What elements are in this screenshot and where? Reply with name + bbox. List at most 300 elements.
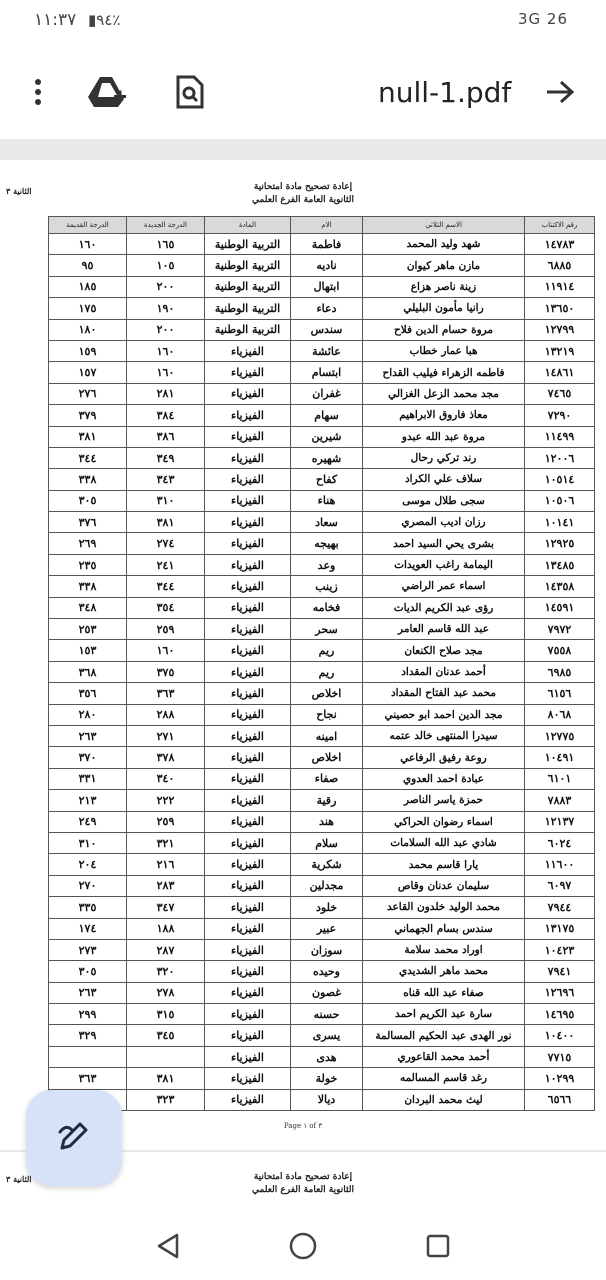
edit-fab[interactable] [26, 1090, 122, 1186]
table-cell: ١٤٧٨٣ [525, 234, 595, 255]
table-cell: الفيزياء [205, 1004, 291, 1025]
table-cell: مجد صلاح الكنعان [363, 640, 525, 661]
table-cell: ليث محمد البردان [363, 1089, 525, 1110]
table-cell: شيرين [291, 426, 363, 447]
table-cell: ٢٩٩ [49, 1004, 127, 1025]
table-cell: ١٢١٣٧ [525, 811, 595, 832]
table-cell: ناديه [291, 255, 363, 276]
table-cell: ٢٧٠ [49, 875, 127, 896]
table-row [49, 619, 595, 640]
document-title: null-1.pdf [378, 76, 512, 109]
table-cell: ٢٤١ [127, 554, 205, 575]
table-row [49, 768, 595, 789]
table-cell: الفيزياء [205, 576, 291, 597]
table-cell: ٣٧٦ [49, 512, 127, 533]
pdf-viewer[interactable] [0, 140, 606, 1210]
table-cell: هند [291, 811, 363, 832]
table-cell: محمد الوليد خلدون القاعد [363, 897, 525, 918]
table-cell: ٢٤٩ [49, 811, 127, 832]
table-cell: رؤى عبد الكريم الديات [363, 597, 525, 618]
table-row [49, 640, 595, 661]
table-row [49, 533, 595, 554]
table-cell: الفيزياء [205, 811, 291, 832]
table-cell: الفيزياء [205, 512, 291, 533]
table-cell: ٧٥٥٨ [525, 640, 595, 661]
table-cell: ٣٧٨ [127, 747, 205, 768]
table-row [49, 405, 595, 426]
table-row [49, 426, 595, 447]
table-row [49, 255, 595, 276]
table-cell: الفيزياء [205, 447, 291, 468]
table-row [49, 362, 595, 383]
table-cell: عائشة [291, 340, 363, 361]
table-row [49, 747, 595, 768]
table-cell: شهد وليد المحمد [363, 234, 525, 255]
table-cell: ٦٠٢٤ [525, 832, 595, 853]
table-cell: الفيزياء [205, 661, 291, 682]
table-cell: ١٨٠ [49, 319, 127, 340]
table-cell: الفيزياء [205, 683, 291, 704]
table-cell: اوراد محمد سلامة [363, 939, 525, 960]
table-cell: هبا عمار خطاب [363, 340, 525, 361]
table-cell: ابتهال [291, 276, 363, 297]
table-cell: ٣٨١ [127, 1068, 205, 1089]
table-row [49, 897, 595, 918]
table-cell: ٣٤٣ [127, 469, 205, 490]
edit-pen-icon [56, 1118, 92, 1158]
table-row [49, 811, 595, 832]
table-row [49, 683, 595, 704]
table-cell: ١٤٥٩١ [525, 597, 595, 618]
table-row [49, 298, 595, 319]
table-cell: الفيزياء [205, 1089, 291, 1110]
table-cell: اخلاص [291, 747, 363, 768]
table-cell: ٣٢٣ [127, 1089, 205, 1110]
table-row [49, 875, 595, 896]
table-cell: ٢٣٥ [49, 554, 127, 575]
table-cell: ٧٩٧٢ [525, 619, 595, 640]
table-cell: ١٣٢١٩ [525, 340, 595, 361]
table-cell: ١٣٦٥٠ [525, 298, 595, 319]
table-cell: زينب [291, 576, 363, 597]
table-cell: محمد ماهر الشديدي [363, 961, 525, 982]
table-cell: رزان اديب المصري [363, 512, 525, 533]
table-cell: ١٤٨٦١ [525, 362, 595, 383]
table-cell: كفاح [291, 469, 363, 490]
table-row [49, 576, 595, 597]
column-header: الدرجة الجديدة [127, 217, 205, 234]
table-cell: ٣٢١ [127, 832, 205, 853]
system-nav-bar [0, 1210, 606, 1280]
table-cell: ٢٢٢ [127, 790, 205, 811]
table-cell: ٣٣١ [49, 768, 127, 789]
table-cell: ٢٥٩ [127, 619, 205, 640]
table-cell: غفران [291, 383, 363, 404]
table-cell: ٣٦٣ [49, 1068, 127, 1089]
table-row [49, 512, 595, 533]
table-cell: فخامه [291, 597, 363, 618]
table-cell: وعد [291, 554, 363, 575]
table-cell: ٢٧١ [127, 725, 205, 746]
table-cell: ريم [291, 661, 363, 682]
table-cell: ٧٧١٥ [525, 1046, 595, 1067]
table-cell: ٧٢٩٠ [525, 405, 595, 426]
table-cell: ١٠١٤١ [525, 512, 595, 533]
table-cell: اليمامة راغب العويدات [363, 554, 525, 575]
table-cell: سهام [291, 405, 363, 426]
table-cell: ٢٥٣ [49, 619, 127, 640]
table-cell: ٢٠٤ [49, 854, 127, 875]
table-cell: ٦٠٩٧ [525, 875, 595, 896]
table-cell: ١٤٦٩٥ [525, 1004, 595, 1025]
table-row [49, 704, 595, 725]
table-cell [127, 1046, 205, 1067]
table-row [49, 1004, 595, 1025]
more-vert-icon[interactable] [18, 72, 58, 112]
table-cell: سارة عبد الكريم احمد [363, 1004, 525, 1025]
table-cell: عبير [291, 918, 363, 939]
table-cell: نور الهدى عبد الحكيم المسالمة [363, 1025, 525, 1046]
table-cell: ٣٧٠ [49, 747, 127, 768]
table-cell: ١٩٠ [127, 298, 205, 319]
table-cell: ٦٨٨٥ [525, 255, 595, 276]
table-cell: التربية الوطنية [205, 298, 291, 319]
table-row [49, 554, 595, 575]
column-header: الاسم الثلاثي [363, 217, 525, 234]
table-cell: رغد قاسم المسالمه [363, 1068, 525, 1089]
table-cell: ١٨٨ [127, 918, 205, 939]
table-cell: الفيزياء [205, 939, 291, 960]
table-cell: ١٧٤ [49, 918, 127, 939]
page2-heading-line-1: إعادة تصحيح مادة امتحانية [253, 1172, 353, 1182]
table-cell: ٧٩٤٤ [525, 897, 595, 918]
side-label: الثانية ٣ [6, 186, 32, 196]
table-cell: ٣٠٥ [49, 490, 127, 511]
table-cell: الفيزياء [205, 790, 291, 811]
table-cell: ديالا [291, 1089, 363, 1110]
table-cell: ٣٧٥ [127, 661, 205, 682]
table-cell: سجى طلال موسى [363, 490, 525, 511]
table-cell: ١٦٠ [127, 640, 205, 661]
table-cell: ٢٦٩ [49, 533, 127, 554]
table-cell: الفيزياء [205, 897, 291, 918]
table-cell: ٢٧٤ [127, 533, 205, 554]
table-cell: ٣١٠ [49, 832, 127, 853]
table-row [49, 832, 595, 853]
find-in-page-icon[interactable] [170, 72, 210, 112]
table-cell: اسماء عمر الراضي [363, 576, 525, 597]
heading-line-1: إعادة تصحيح مادة امتحانية [253, 182, 353, 192]
table-cell: الفيزياء [205, 854, 291, 875]
table-cell: ٣٤٨ [49, 597, 127, 618]
page-number: Page ١ of ٣ [283, 1122, 323, 1130]
table-cell: ٧٤٦٥ [525, 383, 595, 404]
table-cell: محمد عبد الفتاح المقداد [363, 683, 525, 704]
table-cell: غصون [291, 982, 363, 1003]
table-cell: رانيا مأمون البليلي [363, 298, 525, 319]
table-cell: دعاء [291, 298, 363, 319]
table-row [49, 234, 595, 255]
drive-add-icon[interactable] [88, 72, 128, 112]
table-cell: ١٦٠ [49, 234, 127, 255]
table-row [49, 383, 595, 404]
table-cell: ١٢٩٢٥ [525, 533, 595, 554]
table-cell: الفيزياء [205, 875, 291, 896]
table-cell: مروة عبد الله عبدو [363, 426, 525, 447]
table-cell: ١٣١٧٥ [525, 918, 595, 939]
table-cell: أحمد محمد القاعوري [363, 1046, 525, 1067]
table-cell: ٣٣٨ [49, 576, 127, 597]
table-row [49, 1046, 595, 1067]
table-cell: روعة رفيق الرفاعي [363, 747, 525, 768]
table-cell: الفيزياء [205, 640, 291, 661]
table-cell: نجاح [291, 704, 363, 725]
table-cell: ١٥٣ [49, 640, 127, 661]
status-bar [0, 0, 606, 44]
table-cell: سحر [291, 619, 363, 640]
table-cell: ٣١٥ [127, 1004, 205, 1025]
grades-table [48, 216, 595, 1111]
table-cell: الفيزياء [205, 405, 291, 426]
table-cell: ٢٧٨ [127, 982, 205, 1003]
table-cell: وحيده [291, 961, 363, 982]
table-cell: عبادة احمد العدوي [363, 768, 525, 789]
table-cell: رقية [291, 790, 363, 811]
table-cell: ٣٠٥ [49, 961, 127, 982]
table-cell: ٢٨٨ [127, 704, 205, 725]
table-cell: ١٢٧٧٥ [525, 725, 595, 746]
table-cell: ١٥٩ [49, 340, 127, 361]
table-cell: ٢١٣ [49, 790, 127, 811]
heading-line-2: الثانوية العامة الفرع العلمي [252, 195, 354, 205]
table-cell: ٢٧٦ [49, 383, 127, 404]
table-cell: ٣٣٨ [49, 469, 127, 490]
table-cell: حمزة ياسر الناصر [363, 790, 525, 811]
table-cell: صفاء عبد الله قناه [363, 982, 525, 1003]
table-cell: ٢٨٠ [49, 704, 127, 725]
table-cell: الفيزياء [205, 1068, 291, 1089]
table-cell: يارا قاسم محمد [363, 854, 525, 875]
table-cell: ١٧٥ [49, 298, 127, 319]
table-cell: ١١٩١٤ [525, 276, 595, 297]
table-cell: ٩٥ [49, 255, 127, 276]
table-cell: ٦٩٨٥ [525, 661, 595, 682]
table-cell: الفيزياء [205, 768, 291, 789]
table-cell: بشرى يحي السيد احمد [363, 533, 525, 554]
table-cell: الفيزياء [205, 1025, 291, 1046]
table-cell: ١٢٦٩٦ [525, 982, 595, 1003]
table-cell: الفيزياء [205, 982, 291, 1003]
table-row [49, 340, 595, 361]
table-row [49, 1089, 595, 1110]
table-cell: ١٦٠ [127, 340, 205, 361]
table-cell: ١٠٤٠٠ [525, 1025, 595, 1046]
table-cell: سيدرا المنتهى خالد عتمه [363, 725, 525, 746]
table-cell: ١٢٠٠٦ [525, 447, 595, 468]
table-cell: خولة [291, 1068, 363, 1089]
table-cell: الفيزياء [205, 426, 291, 447]
table-cell: ١٤٣٥٨ [525, 576, 595, 597]
table-row [49, 1025, 595, 1046]
clock: ١١:٣٧ [34, 10, 77, 30]
table-body [49, 234, 595, 1111]
table-cell: خلود [291, 897, 363, 918]
table-cell: ٢٨١ [127, 383, 205, 404]
table-cell: ٣٤٠ [127, 768, 205, 789]
table-cell: الفيزياء [205, 725, 291, 746]
table-cell: ٣٨١ [127, 512, 205, 533]
table-cell: ٣٦٣ [127, 683, 205, 704]
arrow-forward-icon[interactable] [540, 72, 580, 112]
table-cell: الفيزياء [205, 490, 291, 511]
table-cell: حسنه [291, 1004, 363, 1025]
table-cell: الفيزياء [205, 362, 291, 383]
table-cell: الفيزياء [205, 597, 291, 618]
table-cell: ١٠٥١٤ [525, 469, 595, 490]
table-cell: ٢٠٠ [127, 276, 205, 297]
table-cell: أحمد عدنان المقداد [363, 661, 525, 682]
table-cell: ٨٠٦٨ [525, 704, 595, 725]
table-cell: ٢٥٩ [127, 811, 205, 832]
table-row [49, 982, 595, 1003]
table-cell: ٣٤٤ [127, 576, 205, 597]
table-cell: ٣٣٥ [49, 897, 127, 918]
page2-side-label: الثانية ٣ [6, 1174, 32, 1184]
table-cell: ٢٧٣ [49, 939, 127, 960]
table-cell: مجد الدين احمد ابو حصيني [363, 704, 525, 725]
table-cell: ٣٥٤ [127, 597, 205, 618]
table-row [49, 597, 595, 618]
table-cell: الفيزياء [205, 1046, 291, 1067]
table-cell: عبد الله قاسم العامر [363, 619, 525, 640]
table-cell: الفيزياء [205, 383, 291, 404]
table-cell: فاطمة [291, 234, 363, 255]
table-cell: ٢٨٧ [127, 939, 205, 960]
table-cell: زينة ناصر هزاع [363, 276, 525, 297]
table-cell: ١١٤٩٩ [525, 426, 595, 447]
table-cell: ١٠٥٠٦ [525, 490, 595, 511]
table-cell: ١٠٥ [127, 255, 205, 276]
recents-square-icon[interactable] [420, 1228, 456, 1264]
table-cell: الفيزياء [205, 469, 291, 490]
table-cell: يسرى [291, 1025, 363, 1046]
table-cell: ٣٤٥ [127, 1025, 205, 1046]
table-cell: ٢٦٣ [49, 982, 127, 1003]
table-cell: هناء [291, 490, 363, 511]
table-cell: ريم [291, 640, 363, 661]
table-cell: ١٠٢٩٩ [525, 1068, 595, 1089]
table-row [49, 319, 595, 340]
table-cell: اسماء رضوان الحراكي [363, 811, 525, 832]
table-cell: سندس [291, 319, 363, 340]
table-cell: الفيزياء [205, 961, 291, 982]
table-cell: صفاء [291, 768, 363, 789]
table-cell: ٣٨٦ [127, 426, 205, 447]
table-cell: هدى [291, 1046, 363, 1067]
table-cell: ٢٠٠ [127, 319, 205, 340]
battery-indicator: ▮٩٤٪ [88, 11, 121, 29]
pdf-toolbar [0, 44, 606, 140]
table-cell: الفيزياء [205, 704, 291, 725]
table-cell: سندس بسام الجهماني [363, 918, 525, 939]
table-cell: الفيزياء [205, 533, 291, 554]
table-cell: ١٠٤٢٣ [525, 939, 595, 960]
table-row [49, 961, 595, 982]
table-cell: الفيزياء [205, 340, 291, 361]
column-header: الدرجة القديمة [49, 217, 127, 234]
column-header: الام [291, 217, 363, 234]
table-cell: التربية الوطنية [205, 276, 291, 297]
table-header [49, 217, 595, 234]
table-cell: مروة حسام الدين فلاح [363, 319, 525, 340]
table-cell: ٧٨٨٣ [525, 790, 595, 811]
table-cell: سلاف علي الكراد [363, 469, 525, 490]
table-cell: ١٠٤٩١ [525, 747, 595, 768]
table-cell: ١٢٧٩٩ [525, 319, 595, 340]
table-cell: التربية الوطنية [205, 319, 291, 340]
table-cell: ٣٤٩ [127, 447, 205, 468]
table-cell: ٢١٦ [127, 854, 205, 875]
table-cell: ٢٨٣ [127, 875, 205, 896]
table-cell: ١٦٥ [127, 234, 205, 255]
table-cell: مازن ماهر كيوان [363, 255, 525, 276]
table-cell: سليمان عدنان وقاص [363, 875, 525, 896]
table-cell: ٦٥٦٦ [525, 1089, 595, 1110]
pdf-page-1 [0, 160, 606, 1150]
table-cell: ٧٩٤١ [525, 961, 595, 982]
table-cell: ٣٥٦ [49, 683, 127, 704]
table-cell: التربية الوطنية [205, 255, 291, 276]
table-row [49, 276, 595, 297]
table-cell: بهيجه [291, 533, 363, 554]
table-cell: ١٨٥ [49, 276, 127, 297]
table-cell: ١٦٠ [127, 362, 205, 383]
table-cell [49, 1046, 127, 1067]
table-cell: ٣٤٧ [127, 897, 205, 918]
table-cell: الفيزياء [205, 747, 291, 768]
table-row [49, 490, 595, 511]
table-row [49, 790, 595, 811]
table-cell: ٣٢٠ [127, 961, 205, 982]
table-cell: اخلاص [291, 683, 363, 704]
table-cell: ابتسام [291, 362, 363, 383]
column-header: المادة [205, 217, 291, 234]
back-triangle-icon[interactable] [150, 1228, 186, 1264]
table-row [49, 661, 595, 682]
table-cell: مجد محمد الزعل الغزالي [363, 383, 525, 404]
table-cell: فاطمه الزهراء فيليب القداح [363, 362, 525, 383]
table-cell: ١٣٤٨٥ [525, 554, 595, 575]
home-circle-icon[interactable] [285, 1228, 321, 1264]
column-header: رقم الاكتتاب [525, 217, 595, 234]
table-cell: ٣٨١ [49, 426, 127, 447]
table-cell: شكرية [291, 854, 363, 875]
signal-icon: 3G 26 [517, 10, 568, 28]
table-cell: الفيزياء [205, 554, 291, 575]
table-row [49, 447, 595, 468]
table-cell: ١١٦٠٠ [525, 854, 595, 875]
table-cell: ٣٧٩ [49, 405, 127, 426]
table-row [49, 939, 595, 960]
table-cell: امينه [291, 725, 363, 746]
table-row [49, 469, 595, 490]
table-cell: الفيزياء [205, 619, 291, 640]
table-cell: ٦١٥٦ [525, 683, 595, 704]
table-cell: الفيزياء [205, 832, 291, 853]
table-row [49, 854, 595, 875]
table-cell: ٢٦٣ [49, 725, 127, 746]
table-row [49, 918, 595, 939]
